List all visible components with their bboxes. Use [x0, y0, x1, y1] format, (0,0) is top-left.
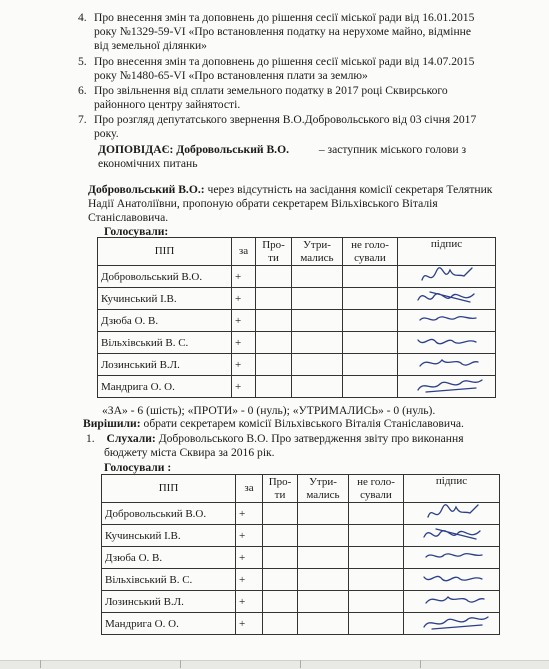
cell-name: Дзюба О. В. — [98, 310, 232, 332]
col-name-header: ПІП — [102, 475, 236, 503]
cell-proty — [263, 591, 298, 613]
cell-abstain — [298, 547, 349, 569]
cell-sign — [398, 332, 496, 354]
cell-name: Дзюба О. В. — [102, 547, 236, 569]
cell-name: Добровольський В.О. — [98, 266, 232, 288]
page-edge-tick — [180, 660, 181, 668]
cell-abstain — [292, 376, 343, 398]
signature-mark — [408, 354, 488, 375]
col-sign-header: підпис — [404, 475, 500, 503]
cell-abstain — [298, 525, 349, 547]
cell-abstain — [292, 288, 343, 310]
cell-za: + — [236, 613, 263, 635]
table-row — [102, 591, 500, 613]
col-sign-header: підпис — [398, 238, 496, 266]
cell-proty — [256, 332, 292, 354]
cell-name: Кучинський І.В. — [102, 525, 236, 547]
agenda-line: Про звільнення від сплати земельного податку в 2017 році Сквирського — [94, 84, 448, 97]
cell-abstain — [298, 569, 349, 591]
cell-proty — [263, 525, 298, 547]
cell-abstain — [298, 591, 349, 613]
cell-name: Лозинський В.Л. — [98, 354, 232, 376]
cell-abstain — [292, 310, 343, 332]
agenda-line: районного центру зайнятості. — [94, 98, 241, 111]
page-edge-tick — [420, 660, 421, 668]
cell-sign — [398, 310, 496, 332]
signature-mark — [408, 310, 488, 331]
cell-za: + — [232, 266, 256, 288]
agenda-number: 7. — [78, 113, 87, 126]
table-row — [98, 310, 496, 332]
col-notvote-header: не голо- сували — [349, 475, 404, 503]
agenda-line: Про розгляд депутатського звернення В.О.Добровольського від 03 січня 2017 — [94, 113, 477, 126]
voted-label-2: Голосували : — [104, 461, 172, 474]
cell-proty — [256, 354, 292, 376]
cell-abstain — [298, 613, 349, 635]
cell-za: + — [232, 332, 256, 354]
cell-notvote — [349, 569, 404, 591]
cell-proty — [256, 376, 292, 398]
cell-notvote — [343, 310, 398, 332]
agenda-line: року №1329-59-VI «Про встановлення податку на нерухоме майно, відмінне — [94, 25, 472, 38]
speech-line-2: Надії Анатоліївни, пропоную обрати секретарем Вільхівського Віталія — [88, 197, 438, 210]
agenda-line: Про внесення змін та доповнень до рішення сесії міської ради від 16.01.2015 — [94, 11, 475, 24]
cell-name: Вільхівський В. С. — [98, 332, 232, 354]
agenda-line: року. — [94, 127, 119, 140]
cell-za: + — [232, 288, 256, 310]
col-za-header: за — [232, 238, 256, 266]
col-abstain-header: Утри- мались — [292, 238, 343, 266]
vote-table-1 — [97, 237, 496, 398]
cell-proty — [263, 569, 298, 591]
col-name-header: ПІП — [98, 238, 232, 266]
cell-notvote — [349, 525, 404, 547]
listen-number: 1. — [86, 432, 95, 445]
decision-label: Вирішили: — [83, 417, 141, 430]
col-proty-header: Про- ти — [263, 475, 298, 503]
table-header-row — [102, 475, 500, 503]
table-body — [102, 503, 500, 635]
cell-notvote — [349, 547, 404, 569]
col-abstain-header: Утри- мались — [298, 475, 349, 503]
cell-proty — [263, 613, 298, 635]
listen-label: Слухали: — [106, 432, 156, 445]
signature-mark — [414, 591, 494, 612]
cell-name: Вільхівський В. С. — [102, 569, 236, 591]
cell-notvote — [349, 591, 404, 613]
table-row — [98, 332, 496, 354]
cell-za: + — [236, 547, 263, 569]
agenda-line: Про внесення змін та доповнень до рішення сесії міської ради від 14.07.2015 — [94, 55, 475, 68]
speech-line-1: Добровольський В.О.: через відсутність на засідання комісії секретаря Телятник — [88, 183, 493, 196]
cell-sign — [398, 354, 496, 376]
cell-notvote — [343, 354, 398, 376]
cell-sign — [398, 376, 496, 398]
cell-za: + — [236, 591, 263, 613]
table-row — [102, 569, 500, 591]
cell-notvote — [343, 266, 398, 288]
speech-line-3: Станіславовича. — [88, 211, 169, 224]
voted-label: Голосували: — [104, 225, 169, 238]
speaker-name: Добровольський В.О.: — [88, 183, 205, 196]
listen-line-1: 1. Слухали: Добровольського В.О. Про затвердження звіту про виконання — [86, 432, 464, 445]
table-body — [98, 266, 496, 398]
cell-proty — [256, 310, 292, 332]
signature-mark — [414, 525, 494, 546]
decision-line — [83, 417, 464, 431]
vote-result: «ЗА» - 6 (шість); «ПРОТИ» - 0 (нуль); «УТРИМАЛИСЬ» - 0 (нуль). — [102, 404, 436, 417]
cell-name: Лозинський В.Л. — [102, 591, 236, 613]
report-position: – заступник міського голови з — [318, 143, 467, 156]
vote-table-2 — [101, 474, 500, 635]
agenda-line: року №1480-65-VI «Про встановлення плати за землю» — [94, 69, 368, 82]
table-row — [102, 613, 500, 635]
table-row — [102, 547, 500, 569]
cell-za: + — [236, 525, 263, 547]
cell-name: Добровольський В.О. — [102, 503, 236, 525]
signature-mark — [414, 503, 494, 524]
cell-sign — [404, 547, 500, 569]
report-position-cont: економічних питань — [98, 157, 198, 170]
cell-za: + — [232, 354, 256, 376]
cell-abstain — [292, 332, 343, 354]
cell-abstain — [298, 503, 349, 525]
cell-za: + — [232, 310, 256, 332]
cell-abstain — [292, 266, 343, 288]
agenda-line: від земельної ділянки» — [94, 39, 207, 52]
report-line — [98, 143, 466, 157]
cell-name: Мандрига О. О. — [98, 376, 232, 398]
cell-notvote — [343, 376, 398, 398]
col-za-header: за — [236, 475, 263, 503]
cell-za: + — [236, 569, 263, 591]
signature-mark — [414, 547, 494, 568]
cell-proty — [263, 547, 298, 569]
cell-notvote — [349, 503, 404, 525]
table-row — [98, 288, 496, 310]
signature-mark — [408, 376, 488, 397]
cell-sign — [404, 525, 500, 547]
cell-za: + — [236, 503, 263, 525]
page-edge-tick — [40, 660, 41, 668]
cell-proty — [256, 266, 292, 288]
cell-notvote — [343, 332, 398, 354]
decision-text: обрати секретарем комісії Вільхівського Віталія Станіславовича. — [143, 417, 464, 430]
table-row — [98, 354, 496, 376]
report-lead: ДОПОВІДАЄ: Добровольський В.О. — [98, 143, 289, 156]
table-row — [102, 525, 500, 547]
cell-sign — [404, 591, 500, 613]
cell-sign — [404, 613, 500, 635]
page-edge-tick — [300, 660, 301, 668]
signature-mark — [408, 288, 488, 309]
cell-sign — [398, 266, 496, 288]
col-notvote-header: не голо- сували — [343, 238, 398, 266]
cell-name: Мандрига О. О. — [102, 613, 236, 635]
cell-za: + — [232, 376, 256, 398]
listen-line-2: бюджету міста Сквира за 2016 рік. — [104, 446, 275, 459]
agenda-number: 6. — [78, 84, 87, 97]
cell-proty — [263, 503, 298, 525]
signature-mark — [408, 332, 488, 353]
table-header-row — [98, 238, 496, 266]
cell-proty — [256, 288, 292, 310]
cell-sign — [404, 503, 500, 525]
cell-sign — [404, 569, 500, 591]
agenda-number: 5. — [78, 55, 87, 68]
signature-mark — [408, 266, 488, 287]
signature-mark — [414, 569, 494, 590]
signature-mark — [414, 613, 494, 634]
table-row — [102, 503, 500, 525]
cell-notvote — [343, 288, 398, 310]
cell-sign — [398, 288, 496, 310]
cell-notvote — [349, 613, 404, 635]
table-row — [98, 376, 496, 398]
table-row — [98, 266, 496, 288]
cell-name: Кучинський І.В. — [98, 288, 232, 310]
agenda-number: 4. — [78, 11, 87, 24]
col-proty-header: Про- ти — [256, 238, 292, 266]
cell-abstain — [292, 354, 343, 376]
